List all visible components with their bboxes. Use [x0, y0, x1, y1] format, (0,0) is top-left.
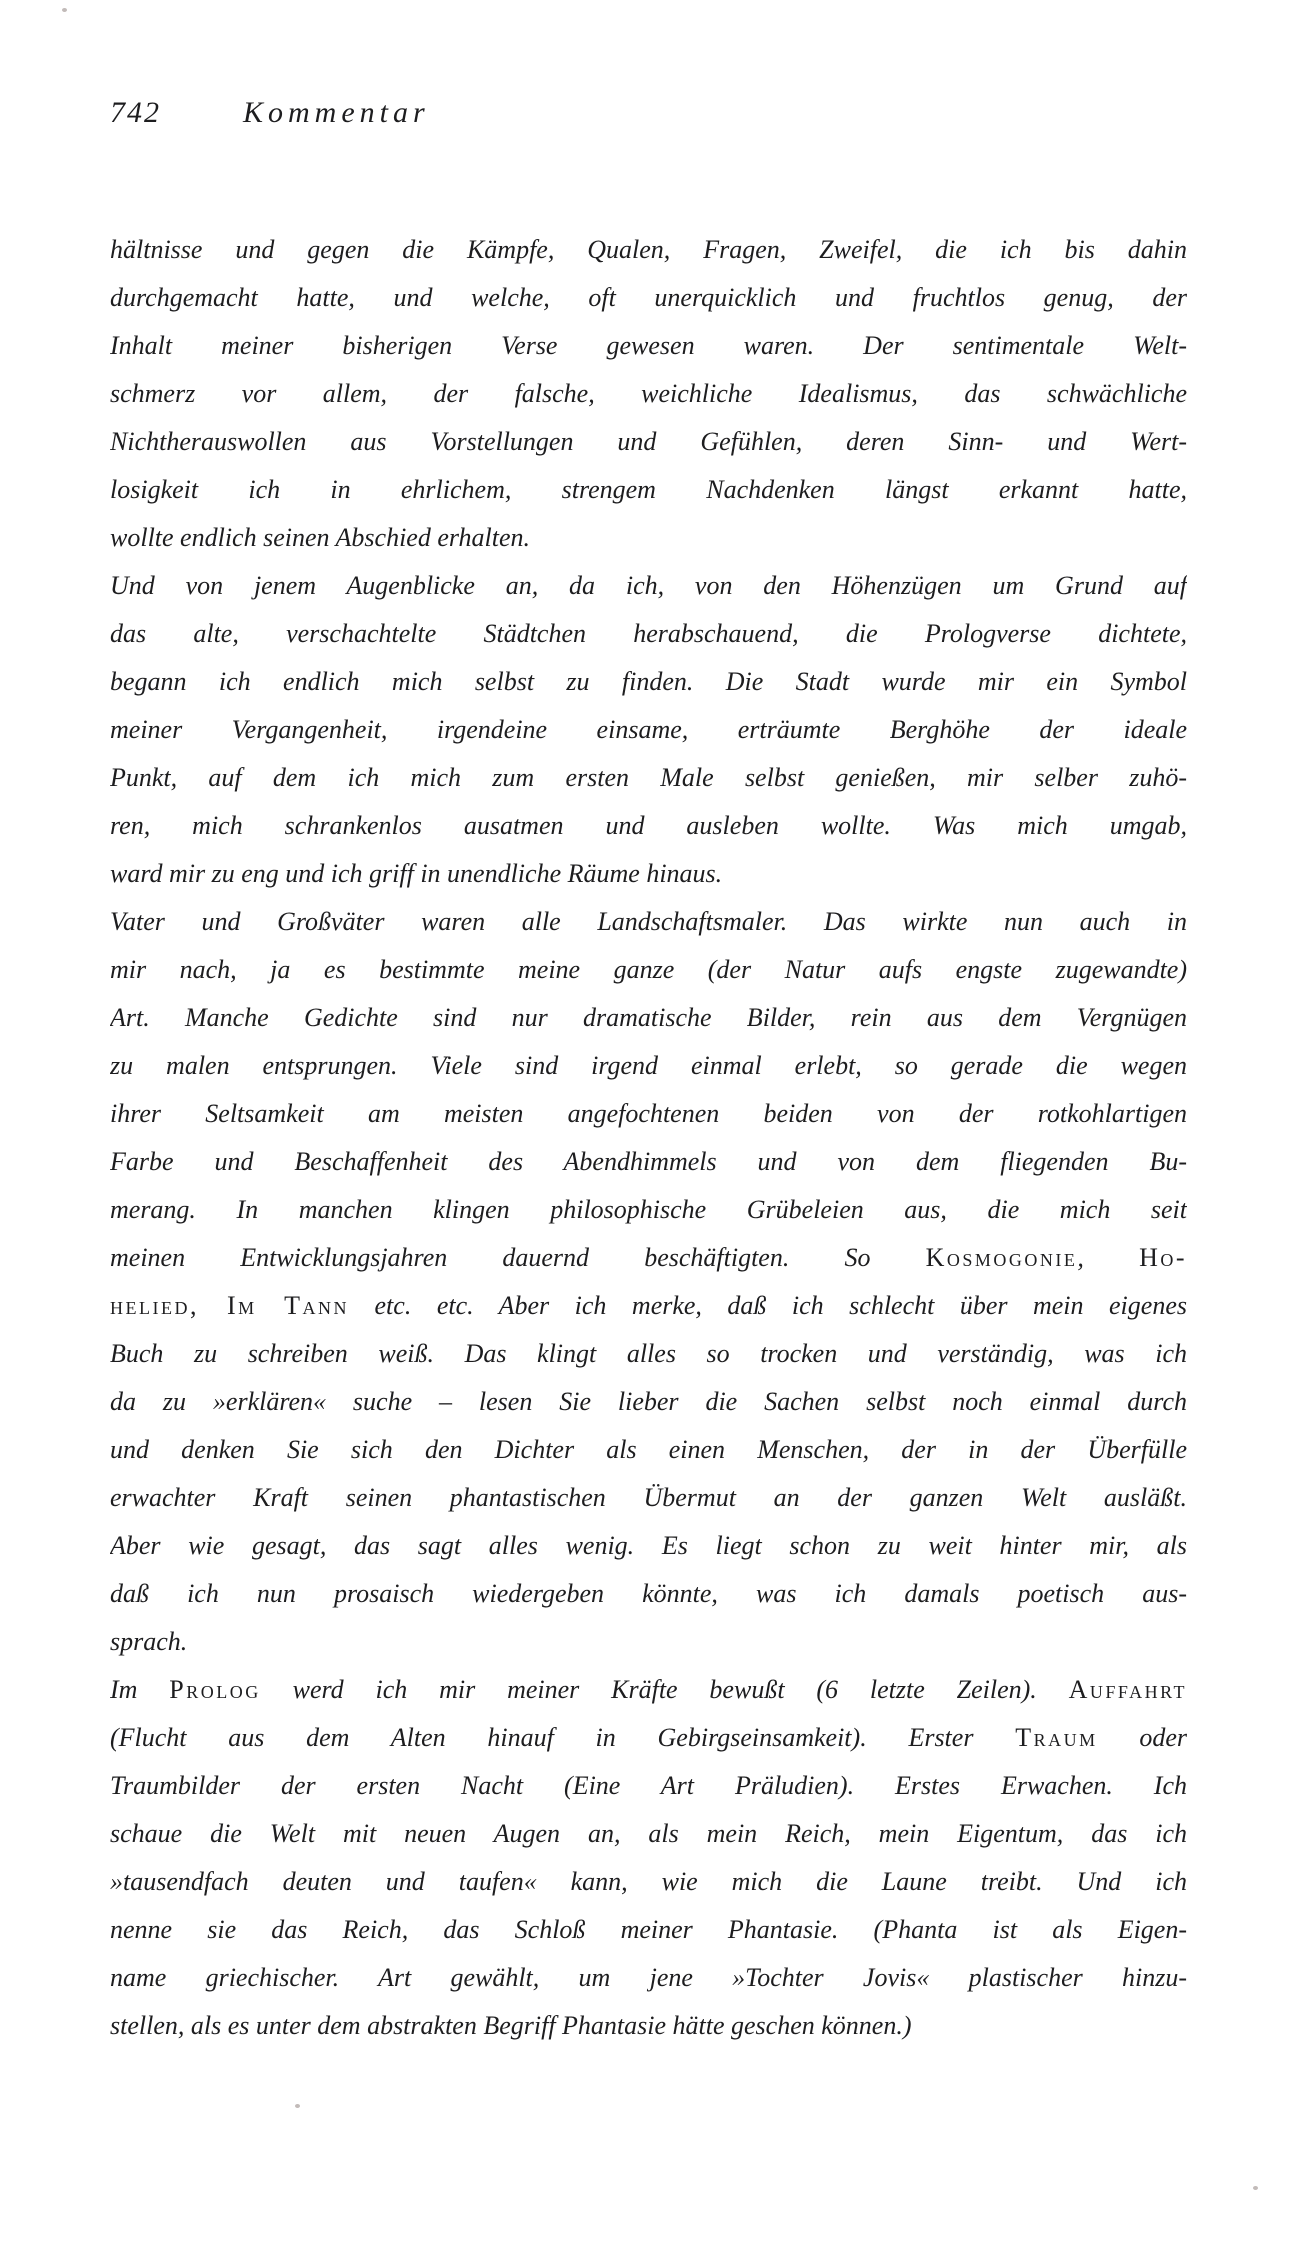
- text-line: [110, 1858, 1187, 1906]
- page-header: [110, 96, 1187, 130]
- text-segment: merang. In manchen klingen philosophische Grübeleien aus, die mich seit: [110, 1195, 1187, 1224]
- text-segment: Im: [110, 1675, 170, 1704]
- text-line: [110, 850, 1187, 898]
- text-segment: da zu »erklären« suche – lesen Sie lieber die Sachen selbst noch einmal durch: [110, 1387, 1187, 1416]
- text-line: [110, 1954, 1187, 2002]
- small-caps-title: Prolog: [169, 1675, 261, 1704]
- scan-speck: [295, 2104, 300, 2108]
- text-line: [110, 946, 1187, 994]
- text-segment: daß ich nun prosaisch wiedergeben könnte, was ich damals poetisch aus-: [110, 1579, 1187, 1608]
- text-segment: ihrer Seltsamkeit am meisten angefochtenen beiden von der rotkohlartigen: [110, 1099, 1187, 1128]
- text-line: [110, 1666, 1187, 1714]
- text-segment: erwachter Kraft seinen phantastischen Übermut an der ganzen Welt ausläßt.: [110, 1483, 1187, 1512]
- text-segment: Und von jenem Augenblicke an, da ich, von den Höhenzügen um Grund auf: [110, 571, 1187, 600]
- text-line: [110, 1330, 1187, 1378]
- text-segment: zu malen entsprungen. Viele sind irgend einmal erlebt, so gerade die wegen: [110, 1051, 1187, 1080]
- text-line: [110, 466, 1187, 514]
- text-line: [110, 1234, 1187, 1282]
- text-line: [110, 1474, 1187, 1522]
- text-line: [110, 322, 1187, 370]
- text-segment: Farbe und Beschaffenheit des Abendhimmels und von dem fliegenden Bu-: [110, 1147, 1187, 1176]
- text-line: [110, 1810, 1187, 1858]
- text-segment: meinen Entwicklungsjahren dauernd beschäftigten. So: [110, 1243, 926, 1272]
- text-line: [110, 226, 1187, 274]
- small-caps-title: Traum: [1015, 1723, 1098, 1752]
- text-segment: Nichtherauswollen aus Vorstellungen und Gefühlen, deren Sinn- und Wert-: [110, 427, 1187, 456]
- text-segment: schmerz vor allem, der falsche, weichliche Idealismus, das schwächliche: [110, 379, 1187, 408]
- text-line: [110, 1570, 1187, 1618]
- text-segment: sprach.: [110, 1627, 188, 1656]
- text-segment: durchgemacht hatte, und welche, oft unerquicklich und fruchtlos genug, der: [110, 283, 1187, 312]
- text-segment: begann ich endlich mich selbst zu finden. Die Stadt wurde mir ein Symbol: [110, 667, 1187, 696]
- text-line: [110, 1090, 1187, 1138]
- scan-speck: [62, 8, 67, 12]
- small-caps-title: Kosmogonie: [925, 1243, 1078, 1272]
- text-segment: wollte endlich seinen Abschied erhalten.: [110, 523, 531, 552]
- text-segment: Art. Manche Gedichte sind nur dramatische Bilder, rein aus dem Vergnügen: [110, 1003, 1187, 1032]
- text-segment: meiner Vergangenheit, irgendeine einsame, erträumte Berghöhe der ideale: [110, 715, 1187, 744]
- text-segment: Aber wie gesagt, das sagt alles wenig. Es liegt schon zu weit hinter mir, als: [110, 1531, 1187, 1560]
- running-head: Kommentar: [243, 96, 430, 129]
- text-segment: hältnisse und gegen die Kämpfe, Qualen, Fragen, Zweifel, die ich bis dahin: [110, 235, 1187, 264]
- text-line: [110, 370, 1187, 418]
- text-segment: Traumbilder der ersten Nacht (Eine Art Präludien). Erstes Erwachen. Ich: [110, 1771, 1187, 1800]
- text-segment: (Flucht aus dem Alten hinauf in Gebirgseinsamkeit). Erster: [110, 1723, 1016, 1752]
- page-text: [110, 226, 1187, 2050]
- text-segment: und denken Sie sich den Dichter als einen Menschen, der in der Überfülle: [110, 1435, 1187, 1464]
- text-line: [110, 514, 1187, 562]
- text-segment: Vater und Großväter waren alle Landschaftsmaler. Das wirkte nun auch in: [110, 907, 1187, 936]
- text-line: [110, 418, 1187, 466]
- text-segment: Punkt, auf dem ich mich zum ersten Male selbst genießen, mir selber zuhö-: [110, 763, 1187, 792]
- text-line: [110, 1522, 1187, 1570]
- text-line: [110, 1906, 1187, 1954]
- text-segment: losigkeit ich in ehrlichem, strengem Nachdenken längst erkannt hatte,: [110, 475, 1187, 504]
- text-segment: werd ich mir meiner Kräfte bewußt (6 letzte Zeilen).: [260, 1675, 1069, 1704]
- text-line: [110, 658, 1187, 706]
- small-caps-title: Auffahrt: [1068, 1675, 1187, 1704]
- text-line: [110, 994, 1187, 1042]
- text-segment: ren, mich schrankenlos ausatmen und ausleben wollte. Was mich umgab,: [110, 811, 1187, 840]
- small-caps-title: helied, Im Tann: [110, 1291, 350, 1320]
- text-segment: ,: [1077, 1243, 1140, 1272]
- small-caps-title: Ho-: [1139, 1243, 1187, 1272]
- text-line: [110, 1618, 1187, 1666]
- text-line: [110, 2002, 1187, 2050]
- text-segment: schaue die Welt mit neuen Augen an, als mein Reich, mein Eigentum, das ich: [110, 1819, 1187, 1848]
- text-segment: Inhalt meiner bisherigen Verse gewesen waren. Der sentimentale Welt-: [110, 331, 1187, 360]
- text-line: [110, 1426, 1187, 1474]
- text-segment: nenne sie das Reich, das Schloß meiner Phantasie. (Phanta ist als Eigen-: [110, 1915, 1187, 1944]
- text-line: [110, 754, 1187, 802]
- text-line: [110, 1762, 1187, 1810]
- text-line: [110, 562, 1187, 610]
- text-line: [110, 274, 1187, 322]
- text-line: [110, 1042, 1187, 1090]
- text-line: [110, 802, 1187, 850]
- text-segment: »tausendfach deuten und taufen« kann, wie mich die Laune treibt. Und ich: [110, 1867, 1187, 1896]
- text-line: [110, 898, 1187, 946]
- text-line: [110, 1138, 1187, 1186]
- text-segment: Buch zu schreiben weiß. Das klingt alles so trocken und verständig, was ich: [110, 1339, 1187, 1368]
- text-segment: mir nach, ja es bestimmte meine ganze (der Natur aufs engste zugewandte): [110, 955, 1187, 984]
- text-line: [110, 706, 1187, 754]
- text-line: [110, 1714, 1187, 1762]
- text-segment: name griechischer. Art gewählt, um jene »Tochter Jovis« plastischer hinzu-: [110, 1963, 1187, 1992]
- text-line: [110, 610, 1187, 658]
- text-segment: oder: [1097, 1723, 1187, 1752]
- page-number: 742: [110, 96, 161, 129]
- text-segment: ward mir zu eng und ich griff in unendliche Räume hinaus.: [110, 859, 723, 888]
- text-segment: etc. etc. Aber ich merke, daß ich schlecht über mein eigenes: [349, 1291, 1187, 1320]
- scan-speck: [1253, 2186, 1258, 2190]
- text-segment: das alte, verschachtelte Städtchen herabschauend, die Prologverse dichtete,: [110, 619, 1187, 648]
- text-segment: stellen, als es unter dem abstrakten Begriff Phantasie hätte geschen können.): [110, 2011, 912, 2040]
- text-line: [110, 1186, 1187, 1234]
- text-line: [110, 1378, 1187, 1426]
- text-line: [110, 1282, 1187, 1330]
